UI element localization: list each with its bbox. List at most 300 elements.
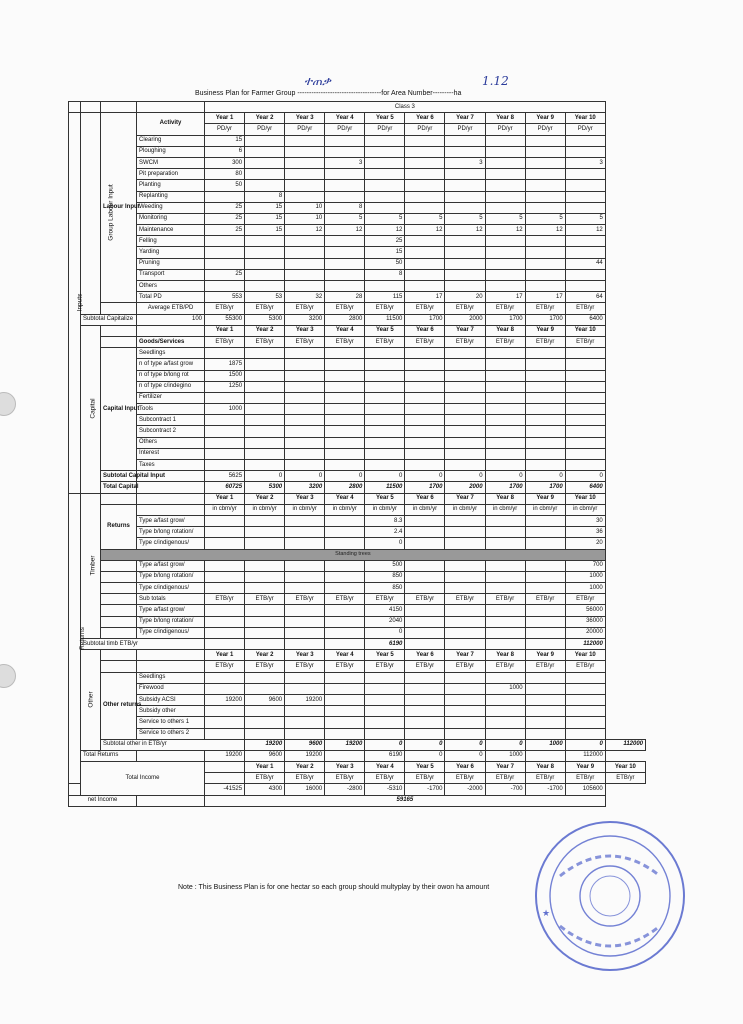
cell (525, 269, 565, 280)
subtotal-capitalize-label: Subtotal Capitalize (81, 314, 137, 325)
cell (445, 370, 485, 381)
cell (485, 672, 525, 683)
cell (445, 448, 485, 459)
unit-cell: in cbm/yr (445, 504, 485, 515)
cell: 1700 (405, 482, 445, 493)
cell (405, 236, 445, 247)
cell (485, 728, 525, 739)
cell: 1000 (205, 404, 245, 415)
cell (365, 135, 405, 146)
cell: 1000 (485, 683, 525, 694)
punch-hole (0, 664, 16, 688)
year-header: Year 8 (485, 325, 525, 336)
table-row (69, 415, 646, 426)
table-row (69, 683, 646, 694)
cell (565, 348, 605, 359)
cell (405, 616, 445, 627)
cell: 25 (205, 225, 245, 236)
capital-label-text: Capital (89, 398, 97, 419)
class-label: Class 3 (205, 102, 606, 113)
cell (365, 359, 405, 370)
timber-label-text: Timber (89, 555, 97, 576)
cell: ETB/yr (565, 303, 605, 314)
year-header: Year 9 (565, 762, 605, 773)
cell (405, 415, 445, 426)
cell: 19200 (205, 750, 245, 761)
cell: 0 (485, 471, 525, 482)
cell (565, 370, 605, 381)
table-row (69, 661, 646, 672)
cell (525, 683, 565, 694)
cell (565, 146, 605, 157)
capital-item-name: Fertilizer (137, 392, 205, 403)
year-header: Year 10 (565, 493, 605, 504)
cell (525, 750, 565, 761)
cell: 25 (365, 236, 405, 247)
footnote: Note : This Business Plan is for one hectar so each group should multyplay by their owon ha amount (178, 884, 490, 891)
avg-label: Average ETB/PD (137, 303, 205, 314)
cell (445, 616, 485, 627)
unit-cell: ETB/yr (525, 594, 565, 605)
cell (245, 404, 285, 415)
cell (365, 706, 405, 717)
cell (525, 404, 565, 415)
cell (285, 404, 325, 415)
cell (445, 728, 485, 739)
cell (445, 571, 485, 582)
cell: 700 (565, 560, 605, 571)
cell (525, 157, 565, 168)
cell (205, 571, 245, 582)
cell (565, 404, 605, 415)
unit-cell: PD/yr (365, 124, 405, 135)
cell: -2800 (325, 784, 365, 795)
cell (205, 728, 245, 739)
unit-cell: in cbm/yr (525, 504, 565, 515)
cell (405, 527, 445, 538)
cell: 1000 (565, 571, 605, 582)
cell (485, 404, 525, 415)
cell (445, 694, 485, 705)
table-row (69, 706, 646, 717)
unit-cell: ETB/yr (445, 336, 485, 347)
table-row (69, 448, 646, 459)
year-header: Year 9 (525, 650, 565, 661)
cell (245, 258, 285, 269)
cell: ETB/yr (485, 303, 525, 314)
table-row (69, 762, 646, 773)
other-item-name: Subsidy ACSI (137, 694, 205, 705)
cell (445, 392, 485, 403)
cell (405, 202, 445, 213)
returns-label-text: Returns (78, 626, 86, 650)
activity-name: Yarding (137, 247, 205, 258)
table-row (69, 639, 646, 650)
cell: 19200 (325, 739, 365, 750)
total-returns-label: Total Returns (81, 750, 137, 761)
cell (405, 359, 445, 370)
cell (205, 717, 245, 728)
cell (205, 191, 245, 202)
unit-cell: in cbm/yr (245, 504, 285, 515)
cell (365, 157, 405, 168)
cell (405, 426, 445, 437)
cell: 17 (525, 292, 565, 303)
year-header: Year 3 (325, 762, 365, 773)
cell: 3200 (285, 482, 325, 493)
cell (205, 281, 245, 292)
table-row (69, 348, 646, 359)
cell: 6190 (365, 750, 405, 761)
table-row (69, 102, 646, 113)
cell (285, 672, 325, 683)
cell (405, 627, 445, 638)
cell (445, 169, 485, 180)
table-row (69, 247, 646, 258)
timber-type: Type b/long rotation/ (137, 527, 205, 538)
cell (405, 392, 445, 403)
timber-returns-label: Returns (101, 504, 137, 549)
activity-name: Felling (137, 236, 205, 247)
unit-cell: ETB/yr (485, 594, 525, 605)
cell (525, 415, 565, 426)
capital-item-name: Tools (137, 404, 205, 415)
cell (445, 236, 485, 247)
year-header: Year 6 (405, 325, 445, 336)
subtotal-timber-label: Subtotal timb ETB/yr (81, 639, 205, 650)
cell (245, 426, 285, 437)
cell (325, 404, 365, 415)
cell (325, 717, 365, 728)
timber-label (81, 493, 101, 638)
cell: 0 (525, 471, 565, 482)
cell (325, 571, 365, 582)
cell (365, 415, 405, 426)
total-income-label: Total Income (81, 762, 205, 796)
cell (205, 247, 245, 258)
year-header: Year 1 (205, 113, 245, 124)
cell (485, 583, 525, 594)
table-row (69, 292, 646, 303)
cell (365, 370, 405, 381)
cell (445, 426, 485, 437)
unit-cell: PD/yr (205, 124, 245, 135)
cell: 0 (565, 739, 605, 750)
cell (245, 728, 285, 739)
unit-cell: ETB/yr (285, 773, 325, 784)
table-row (69, 437, 646, 448)
cell (365, 381, 405, 392)
activity-name: Maintenance (137, 225, 205, 236)
cell (205, 415, 245, 426)
cell: 112000 (605, 739, 645, 750)
year-header: Year 2 (245, 113, 285, 124)
cell: ETB/yr (325, 303, 365, 314)
year-header: Year 3 (285, 493, 325, 504)
cell: 25 (205, 269, 245, 280)
cell: 56000 (565, 605, 605, 616)
handwritten-area: 1.12 (482, 74, 509, 88)
cell (365, 191, 405, 202)
cell (285, 247, 325, 258)
unit-cell: ETB/yr (285, 594, 325, 605)
cell: 0 (445, 471, 485, 482)
table-row (69, 426, 646, 437)
cell: 3 (445, 157, 485, 168)
cell (485, 527, 525, 538)
cell (565, 169, 605, 180)
cell: 25 (205, 202, 245, 213)
year-header: Year 6 (445, 762, 485, 773)
cell (485, 381, 525, 392)
cell (445, 683, 485, 694)
cell (405, 672, 445, 683)
official-stamp (530, 816, 690, 976)
unit-cell: ETB/yr (285, 661, 325, 672)
net-income-label: net Income (69, 795, 137, 806)
cell: 19200 (285, 750, 325, 761)
cell: 4150 (365, 605, 405, 616)
unit-cell: ETB/yr (485, 336, 525, 347)
cell (525, 426, 565, 437)
cell: 50 (205, 180, 245, 191)
unit-cell: ETB/yr (325, 773, 365, 784)
cell: 850 (365, 571, 405, 582)
timber-value-type: Type b/long rotation/ (137, 616, 205, 627)
cell (285, 627, 325, 638)
cell: 112000 (565, 639, 605, 650)
cell (245, 639, 285, 650)
year-header: Year 1 (205, 493, 245, 504)
activity-name: Replanting (137, 191, 205, 202)
cell (525, 728, 565, 739)
cell (325, 616, 365, 627)
cell (565, 683, 605, 694)
cell (405, 281, 445, 292)
cell (445, 359, 485, 370)
cell (325, 247, 365, 258)
cell (405, 706, 445, 717)
other-item-name: Seedlings (137, 672, 205, 683)
cell (325, 370, 365, 381)
cell (565, 359, 605, 370)
cell: 12 (525, 225, 565, 236)
unit-cell: ETB/yr (365, 661, 405, 672)
activity-name: Weeding (137, 202, 205, 213)
cell (525, 627, 565, 638)
cell (205, 706, 245, 717)
cell (485, 247, 525, 258)
cell (485, 180, 525, 191)
cell: -41525 (205, 784, 245, 795)
cell (565, 247, 605, 258)
cell: 5300 (245, 482, 285, 493)
cell (525, 135, 565, 146)
cell (485, 515, 525, 526)
cell: 3200 (285, 314, 325, 325)
unit-cell: ETB/yr (445, 661, 485, 672)
cell: ETB/yr (405, 303, 445, 314)
cell (325, 415, 365, 426)
cell: 8 (365, 269, 405, 280)
cell (485, 560, 525, 571)
cell (245, 627, 285, 638)
punch-hole (0, 392, 16, 416)
table-row (69, 392, 646, 403)
cell (525, 202, 565, 213)
cell (405, 191, 445, 202)
unit-cell: ETB/yr (565, 661, 605, 672)
unit-cell: ETB/yr (405, 336, 445, 347)
year-header: Year 9 (525, 493, 565, 504)
cell (325, 281, 365, 292)
cell (245, 706, 285, 717)
cell: 5 (365, 213, 405, 224)
cell (485, 538, 525, 549)
cell (405, 728, 445, 739)
cell (325, 583, 365, 594)
cell: 5625 (205, 471, 245, 482)
avg-value: 100 (137, 314, 205, 325)
cell (205, 627, 245, 638)
cell: 115 (365, 292, 405, 303)
cell (245, 281, 285, 292)
cell: ETB/yr (365, 303, 405, 314)
cell: 6190 (365, 639, 405, 650)
cell (325, 527, 365, 538)
cell (365, 683, 405, 694)
table-row (69, 180, 646, 191)
unit-cell: in cbm/yr (325, 504, 365, 515)
cell: 5 (565, 213, 605, 224)
cell: -5310 (365, 784, 405, 795)
cell: 0 (445, 739, 485, 750)
total-pd-label: Total PD (137, 292, 205, 303)
cell (485, 258, 525, 269)
table-row (69, 627, 646, 638)
cell: 1700 (525, 482, 565, 493)
year-header: Year 10 (605, 762, 645, 773)
table-row (69, 549, 646, 560)
cell (485, 415, 525, 426)
unit-cell: ETB/yr (365, 336, 405, 347)
cell (365, 460, 405, 471)
cell: 0 (485, 739, 525, 750)
unit-cell: ETB/yr (525, 336, 565, 347)
cell: 500 (365, 560, 405, 571)
cell (485, 269, 525, 280)
table-row (69, 370, 646, 381)
unit-cell: PD/yr (245, 124, 285, 135)
cell (445, 202, 485, 213)
unit-cell: ETB/yr (365, 594, 405, 605)
cell: 2800 (325, 482, 365, 493)
unit-cell: PD/yr (405, 124, 445, 135)
capital-item-name: n of type a/fast grow (137, 359, 205, 370)
cell (565, 437, 605, 448)
capital-input-label: Capital Input (101, 348, 137, 471)
cell (285, 359, 325, 370)
cell: -700 (485, 784, 525, 795)
cell: 3 (565, 157, 605, 168)
other-item-name: Firewood (137, 683, 205, 694)
cell (205, 426, 245, 437)
cell (445, 538, 485, 549)
cell (245, 236, 285, 247)
cell: 10 (285, 202, 325, 213)
year-header: Year 9 (525, 325, 565, 336)
cell (325, 639, 365, 650)
cell (405, 538, 445, 549)
cell (205, 448, 245, 459)
cell (205, 515, 245, 526)
cell: 1250 (205, 381, 245, 392)
cell (445, 437, 485, 448)
cell (245, 605, 285, 616)
cell (525, 191, 565, 202)
cell (525, 605, 565, 616)
cell: 80 (205, 169, 245, 180)
cell (485, 392, 525, 403)
table-row (69, 336, 646, 347)
table-row (69, 717, 646, 728)
cell: 0 (365, 627, 405, 638)
cell: 5300 (245, 314, 285, 325)
cell (245, 381, 285, 392)
group-labour-label-text: Group Labour Input (107, 184, 115, 242)
table-row (69, 460, 646, 471)
timber-value-type: Type c/indigenous/ (137, 627, 205, 638)
cell (245, 415, 285, 426)
table-row (69, 225, 646, 236)
cell (525, 437, 565, 448)
cell: 112000 (565, 750, 605, 761)
cell (485, 448, 525, 459)
cell (285, 426, 325, 437)
cell: 1875 (205, 359, 245, 370)
cell (205, 437, 245, 448)
cell (285, 392, 325, 403)
cell: 15 (205, 135, 245, 146)
cell (445, 191, 485, 202)
cell (445, 180, 485, 191)
cell: ETB/yr (205, 303, 245, 314)
table-row (69, 157, 646, 168)
business-plan-table (68, 101, 646, 807)
cell (485, 202, 525, 213)
cell: 0 (245, 471, 285, 482)
cell (245, 348, 285, 359)
cell (325, 538, 365, 549)
cell (405, 348, 445, 359)
table-row (69, 281, 646, 292)
unit-cell: PD/yr (285, 124, 325, 135)
cell (285, 281, 325, 292)
cell (285, 146, 325, 157)
cell (525, 146, 565, 157)
cell: 50 (365, 258, 405, 269)
cell (245, 269, 285, 280)
cell (445, 583, 485, 594)
cell: 19200 (285, 694, 325, 705)
cell: -1700 (405, 784, 445, 795)
cell (245, 437, 285, 448)
subtotal-other-label: Subtotal other in ETB/yr (101, 739, 245, 750)
cell (285, 460, 325, 471)
cell: 17 (485, 292, 525, 303)
standing-trees-bar: Standing trees (101, 549, 606, 560)
cell (205, 616, 245, 627)
